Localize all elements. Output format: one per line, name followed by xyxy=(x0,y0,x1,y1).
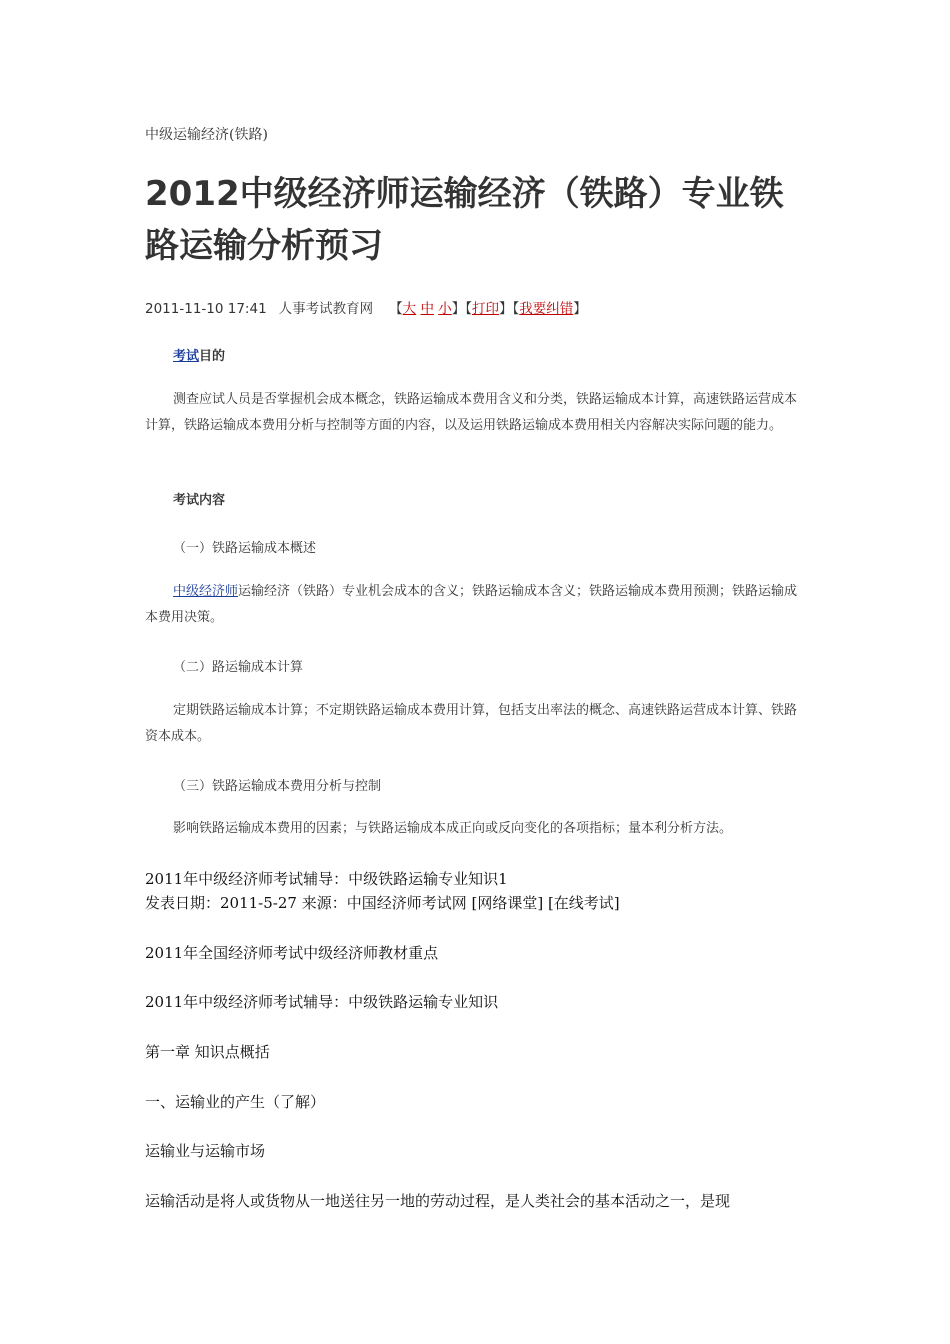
section-3-paragraph: 影响铁路运输成本费用的因素；与铁路运输成本成正向或反向变化的各项指标；量本利分析方法。 xyxy=(173,821,733,836)
font-size-large-link[interactable]: 大 xyxy=(402,301,417,317)
font-size-medium-link[interactable]: 中 xyxy=(420,301,434,317)
section-1-title: （一）铁路运输成本概述 xyxy=(173,541,317,556)
article-2-title: 2011年中级经济师考试辅导：中级铁路运输专业知识1 xyxy=(145,870,508,888)
font-size-small-link[interactable]: 小 xyxy=(438,301,452,317)
section-2-title: （二）路运输成本计算 xyxy=(173,660,304,675)
intermediate-economist-link[interactable]: 中级经济师 xyxy=(173,584,239,599)
bracket: 】【 xyxy=(499,301,520,317)
section-1-paragraph xyxy=(145,579,805,631)
section-1-text: 运输经济（铁路）专业机会成本的含义；铁路运输成本含义；铁路运输成本费用预测；铁路运输成本费用决策。 xyxy=(145,584,798,625)
article-source: 人事考试教育网 xyxy=(278,301,374,317)
body-paragraph: 运输活动是将人或货物从一地送往另一地的劳动过程，是人类社会的基本活动之一，是现 xyxy=(145,1192,731,1210)
section-2-paragraph: 定期铁路运输成本计算；不定期铁路运输成本费用计算，包括支出率法的概念、高速铁路运营成本计算、铁路资本成本。 xyxy=(145,703,798,744)
subheading-transport-market: 运输业与运输市场 xyxy=(145,1142,266,1160)
exam-purpose-heading xyxy=(173,345,225,364)
page-title: 2012中级经济师运输经济（铁路）专业铁路运输分析预习 xyxy=(145,174,784,266)
article-2-date-line: 发表日期：2011-5-27 来源：中国经济师考试网 [网络课堂] [在线考试] xyxy=(145,894,620,912)
heading-textbook-points: 2011年全国经济师考试中级经济师教材重点 xyxy=(145,944,439,962)
point-1-heading: 一、运输业的产生（了解） xyxy=(145,1093,326,1111)
exam-link[interactable]: 考试 xyxy=(173,349,200,364)
section-3-title: （三）铁路运输成本费用分析与控制 xyxy=(173,779,382,794)
heading-railway-knowledge: 2011年中级经济师考试辅导：中级铁路运输专业知识 xyxy=(145,993,499,1011)
article-tools xyxy=(389,301,587,317)
exam-purpose-rest: 目的 xyxy=(199,349,226,364)
chapter-heading: 第一章 知识点概括 xyxy=(145,1043,270,1061)
bracket: 】【 xyxy=(451,301,472,317)
category-label: 中级运输经济(铁路) xyxy=(145,127,268,143)
purpose-paragraph: 测查应试人员是否掌握机会成本概念，铁路运输成本费用含义和分类，铁路运输成本计算，高速铁路运营成本计算，铁路运输成本费用分析与控制等方面的内容，以及运用铁路运输成本费用相关内容解决实际问题的能力。 xyxy=(145,392,798,433)
publish-datetime: 2011-11-10 17:41 xyxy=(145,301,267,317)
print-link[interactable]: 打印 xyxy=(472,301,499,317)
bracket: 】 xyxy=(573,301,587,317)
article-meta xyxy=(145,297,587,317)
bracket: 【 xyxy=(389,301,403,317)
exam-content-heading: 考试内容 xyxy=(173,493,226,508)
report-error-link[interactable]: 我要纠错 xyxy=(519,301,574,317)
